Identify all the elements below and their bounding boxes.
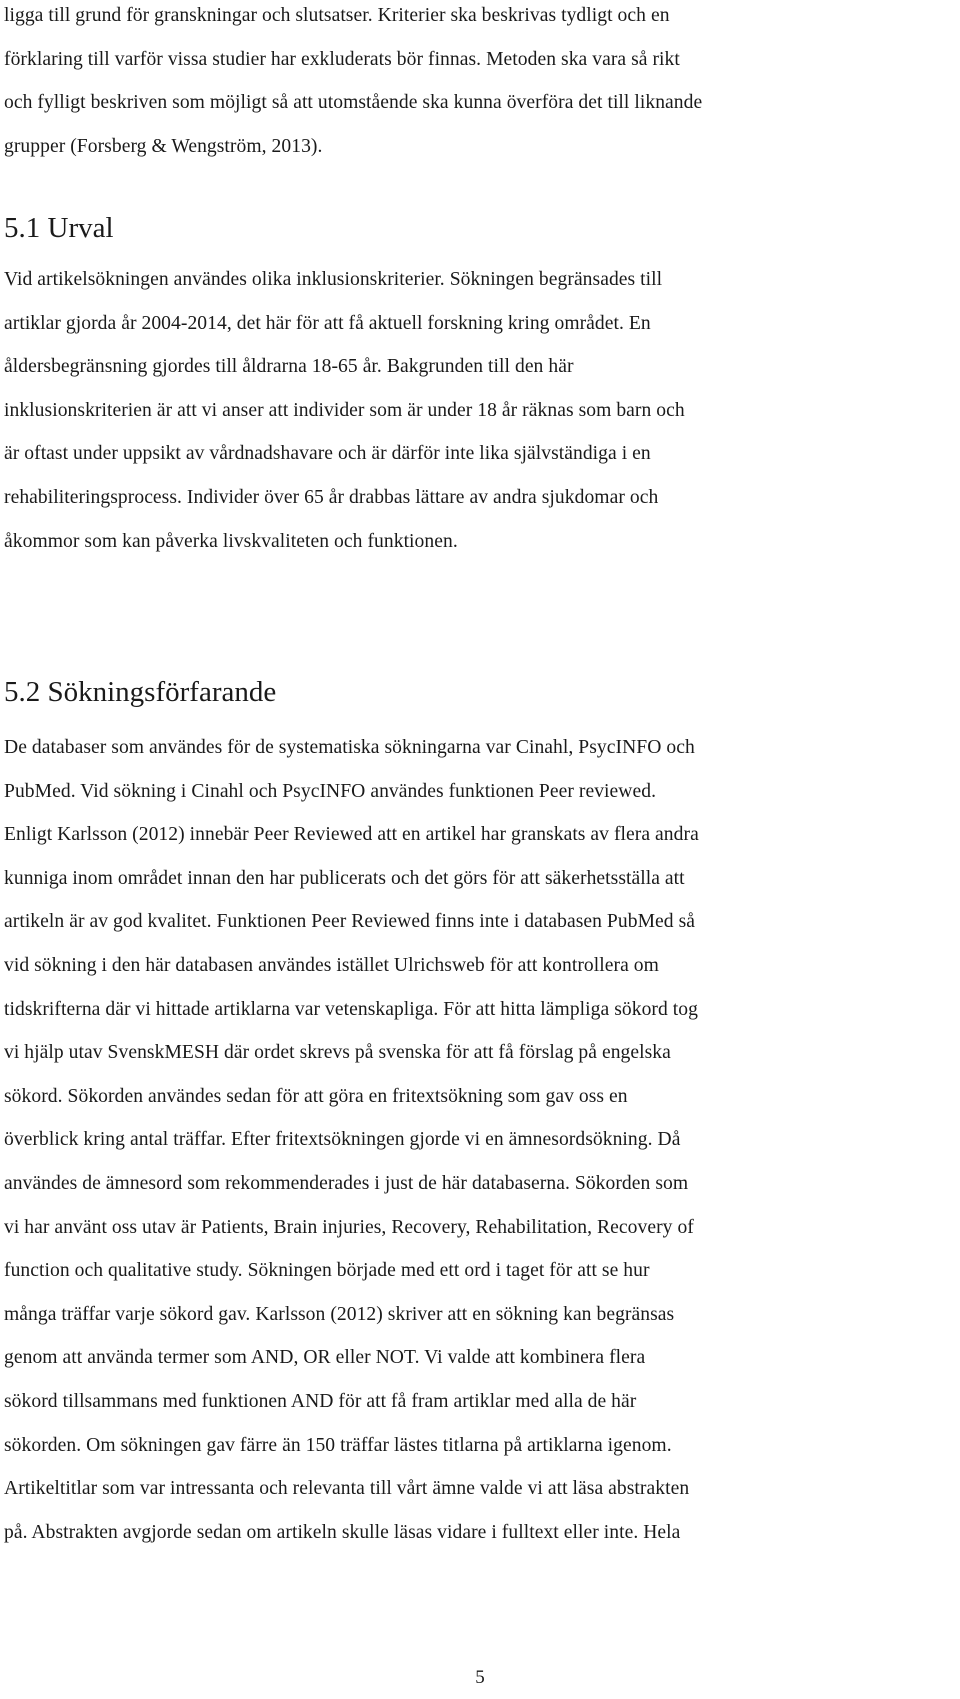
sokning-paragraph (4, 726, 954, 1554)
text-line: ligga till grund för granskningar och slutsatser. Kriterier ska beskrivas tydligt och en (4, 5, 670, 26)
text-line: åkommor som kan påverka livskvaliteten och funktionen. (4, 530, 458, 552)
text-line: function och qualitative study. Sökningen började med ett ord i taget för att se hur (4, 1260, 650, 1282)
section-heading-sokningsforfarande: 5.2 Sökningsförfarande (4, 676, 277, 708)
text-line: Enligt Karlsson (2012) innebär Peer Reviewed att en artikel har granskats av flera andra (4, 824, 699, 846)
text-line: användes de ämnesord som rekommenderades i just de här databaserna. Sökorden som (4, 1172, 689, 1194)
text-line: Vid artikelsökningen användes olika inklusionskriterier. Sökningen begränsades till (4, 269, 663, 290)
text-line: är oftast under uppsikt av vårdnadshavare och är därför inte lika självständiga i en (4, 443, 651, 465)
text-line: inklusionskriterien är att vi anser att individer som är under 18 år räknas som barn och (4, 399, 685, 421)
text-line: tidskrifterna där vi hittade artiklarna var vetenskapliga. För att hitta lämpliga sökord tog (4, 998, 698, 1020)
text-line: sökorden. Om sökningen gav färre än 150 träffar lästes titlarna på artiklarna igenom. (4, 1434, 672, 1456)
page-number: 5 (475, 1667, 485, 1688)
text-line: många träffar varje sökord gav. Karlsson (2012) skriver att en sökning kan begränsas (4, 1303, 675, 1325)
text-line: förklaring till varför vissa studier har exkluderats bör finnas. Metoden ska vara så rikt (4, 48, 680, 70)
text-line: grupper (Forsberg & Wengström, 2013). (4, 135, 323, 157)
section-heading-urval: 5.1 Urval (4, 212, 114, 244)
text-line: genom att använda termer som AND, OR eller NOT. Vi valde att kombinera flera (4, 1347, 646, 1369)
text-line: och fylligt beskriven som möjligt så att utomstående ska kunna överföra det till liknande (4, 92, 703, 114)
text-line: överblick kring antal träffar. Efter fritextsökningen gjorde vi en ämnesordsökning. Då (4, 1129, 681, 1151)
text-line: rehabiliteringsprocess. Individer över 65 år drabbas lättare av andra sjukdomar och (4, 486, 659, 508)
text-line: artiklar gjorda år 2004-2014, det här för att få aktuell forskning kring området. En (4, 312, 651, 334)
intro-paragraph (4, 0, 954, 168)
text-line: vi har använt oss utav är Patients, Brain injuries, Recovery, Rehabilitation, Recovery of (4, 1216, 694, 1238)
text-line: De databaser som användes för de systematiska sökningarna var Cinahl, PsycINFO och (4, 737, 695, 758)
text-line: på. Abstrakten avgjorde sedan om artikeln skulle läsas vidare i fulltext eller inte. Hela (4, 1521, 681, 1543)
text-line: sökord tillsammans med funktionen AND för att få fram artiklar med alla de här (4, 1390, 637, 1412)
text-line: sökord. Sökorden användes sedan för att göra en fritextsökning som gav oss en (4, 1085, 628, 1107)
text-line: Artikeltitlar som var intressanta och relevanta till vårt ämne valde vi att läsa abstrakten (4, 1478, 690, 1500)
text-line: åldersbegränsning gjordes till åldrarna 18-65 år. Bakgrunden till den här (4, 356, 574, 378)
urval-paragraph (4, 258, 954, 563)
text-line: vi hjälp utav SvenskMESH där ordet skrevs på svenska för att få förslag på engelska (4, 1042, 671, 1064)
text-line: vid sökning i den här databasen användes istället Ulrichsweb för att kontrollera om (4, 954, 659, 976)
text-line: artikeln är av god kvalitet. Funktionen Peer Reviewed finns inte i databasen PubMed så (4, 911, 695, 933)
text-line: kunniga inom området innan den har publicerats och det görs för att säkerhetsställa att (4, 867, 685, 889)
text-line: PubMed. Vid sökning i Cinahl och PsycINFO användes funktionen Peer reviewed. (4, 780, 657, 802)
